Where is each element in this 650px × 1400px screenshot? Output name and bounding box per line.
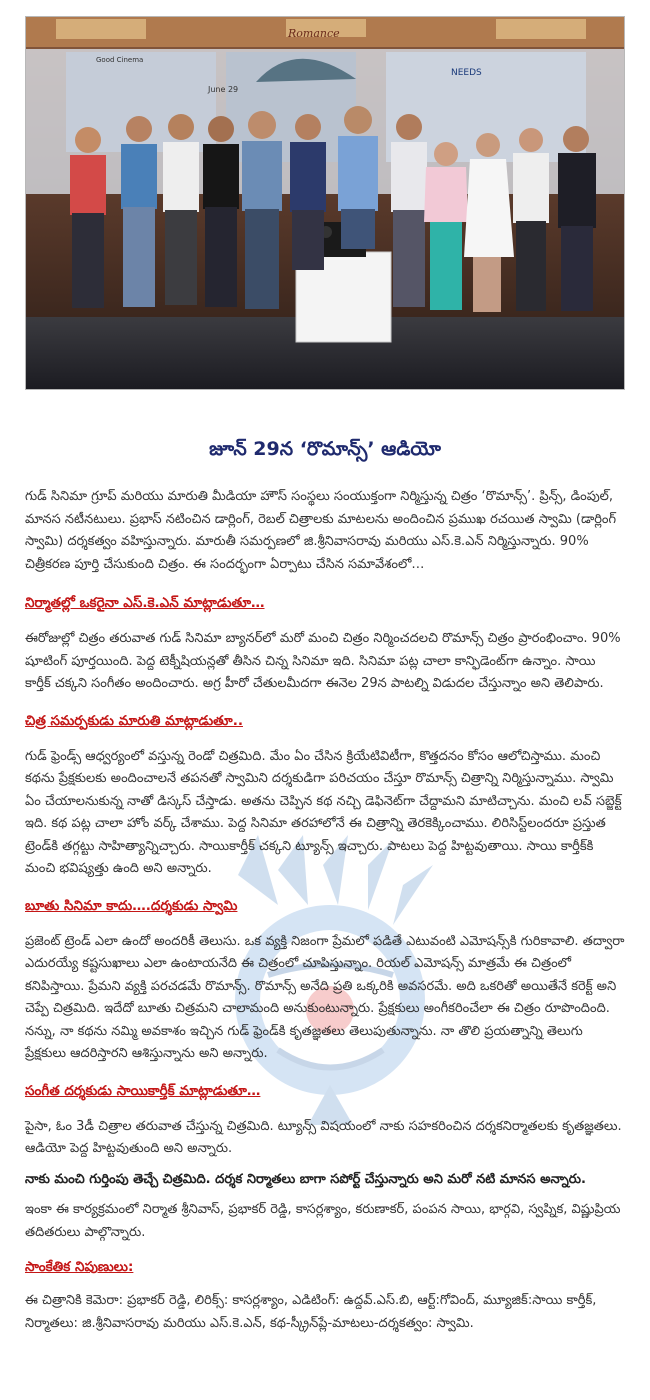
credits-text: ఈ చిత్రానికి కెమెరా: ప్రభాకర్ రెడ్డి, లిరిక్స్: కాసర్లశ్యాం, ఎడిటింగ్: ఉద్దవ్.ఎస్.బి, ఆర్ట్:గోవింద్, మ్యూజిక్:సాయి కార్తీక్, నిర్మాతలు: జి.శ్రీనివాసరావు మరియు ఎస్.కె.ఎన్, కథ-స్క్రీన్‌ప్లే-మాటలు-దర్శకత్వం: స్వామి.	[25, 1293, 597, 1331]
section-heading-music-director: సంగీత దర్శకుడు సాయికార్తీక్ మాట్లాడుతూ…	[25, 1082, 261, 1099]
section-text-maruthi: గుడ్ ఫ్రెండ్స్ ఆధ్వర్యంలో వస్తున్న రెండో చిత్రమిది. మేం ఏం చేసిన క్రియేటివిటీగా, కొత్తదనం కోసం ఆలోచిస్తాము. మంచి కథను ప్రేక్షకులకు అందించాలనే తపనతో స్వామిని దర్శకుడిగా పరిచయం చేస్తూ రొమాన్స్ చిత్రాన్ని నిర్మిస్తున్నాము. స్వామి ఏం చేయాలనుకున్న నాతో డిస్కస్ చేస్తాడు. అతను చెప్పిన కథ నచ్చి డెఫినెట్‌గా చేద్దామని మాటిచ్చాను. మంచి లవ్ సబ్జెక్ట్ ఇది. కథ పట్ల చాలా హోం వర్క్ చేశాము. పెద్ద సినిమా తరహాలోనే ఈ చిత్రాన్ని తెరకెక్కించాము. లిరిసిస్ట్‌లందరూ ప్రస్తుత ట్రెండ్‌కి తగ్గట్టు సాహిత్యాన్నిచ్చారు. సాయికార్తీక్ చక్కని ట్యూన్స్ ఇచ్చారు. పాటలు పెద్ద హిట్టవుతాయి. సాయి కార్తీక్‌కి మంచి భవిష్యత్తు ఉంది అని అన్నారు.	[25, 748, 622, 876]
section-heading-skn: నిర్మాతల్లో ఒకరైనా ఎస్.కె.ఎన్ మాట్లాడుతూ…	[25, 595, 265, 611]
section-text-music-director: పైసా, ఓం 3డీ చిత్రాల తరువాత చేస్తున్న చిత్రమిది. ట్యూన్స్ విషయంలో నాకు సహకరించిన దర్శకనిర్మాతలకు కృతజ్ఞతలు. ఆడియో పెద్ద హిట్టవుతుంది అని అన్నారు.	[25, 1118, 622, 1156]
page-title: జూన్ 29న ‘రొమాన్స్’ ఆడియో	[209, 438, 441, 460]
banner-text: June 29	[208, 85, 239, 94]
section-text-skn: ఈరోజుల్లో చిత్రం తరువాత గుడ్ సినిమా బ్యానర్‌లో మరో మంచి చిత్రం నిర్మించదలచి రొమాన్స్ చిత్రం ప్రారంభించాం. 90% షూటింగ్ పూర్తయింది. పెద్ద టెక్నీషియన్లతో తీసిన చిన్న సినిమా ఇది. సినిమా పట్ల చాలా కాన్ఫిడెంట్‌గా ఉన్నాం. సాయి కార్తీక్ చక్కని సంగీతం అందించారు. అగ్ర హీరో చేతులమీదగా ఈనెల 29న పాటల్ని విడుదల చేస్తున్నాం అని తెలిపారు.	[25, 631, 621, 691]
credits-heading: సాంకేతిక నిపుణులు:	[25, 1259, 134, 1275]
manasa-quote: నాకు మంచి గుర్తింపు తెచ్చే చిత్రమిది. దర్శక నిర్మాతలు బాగా సపోర్ట్ చేస్తున్నారు అని మరో నటి మానస అన్నారు.	[25, 1171, 586, 1187]
section-heading-director: బూతు సినిమా కాదు….దర్శకుడు స్వామి	[25, 897, 238, 914]
event-photo	[25, 16, 625, 390]
attendees-paragraph: ఇంకా ఈ కార్యక్రమంలో నిర్మాత శ్రీనివాస్, ప్రభాకర్ రెడ్డి, కాసర్లశ్యాం, కరుణాకర్, పంపన సాయి, భార్గవి, స్వప్నిక, విష్ణుప్రియ తదితరులు పాల్గొన్నారు.	[25, 1202, 621, 1240]
banner-text: NEEDS	[451, 68, 482, 78]
event-photo-illustration	[26, 17, 624, 389]
intro-paragraph: గుడ్ సినిమా గ్రూప్ మరియు మారుతి మీడియా హౌస్ సంస్థలు సంయుక్తంగా నిర్మిస్తున్న చిత్రం ‘రొమాన్స్’. ప్రిన్స్, డింపుల్, మానస నటీనటులు. ప్రభాస్ నటించిన డార్లింగ్, రెబల్ చిత్రాలకు మాటలను అందించిన ప్రముఖ రచయిత స్వామి (డార్లింగ్ స్వామి) దర్శకత్వం వహిస్తున్నారు. మారుతీ సమర్పణలో జి.శ్రీనివాసరావు మరియు ఎస్.కె.ఎన్ నిర్మిస్తున్నారు. 90% చిత్రీకరణ పూర్తి చేసుకుంది చిత్రం. ఈ సందర్భంగా ఏర్పాటు చేసిన సమావేశంలో…	[25, 489, 617, 572]
section-heading-maruthi: చిత్ర సమర్పకుడు మారుతి మాట్లాడుతూ..	[25, 712, 243, 729]
banner-text: Good Cinema	[96, 56, 144, 64]
banner-text: Romance	[288, 27, 340, 40]
article-body	[25, 480, 625, 1335]
section-text-director: ప్రజెంట్ ట్రెండ్ ఎలా ఉందో అందరికీ తెలుసు. ఒక వ్యక్తి నిజంగా ప్రేమలో పడితే ఎటువంటి ఎమోషన్స్‌కి గురికావాలి. తద్వారా ఎదురయ్యే కష్టసుఖాలు ఎలా ఉంటాయనేది ఈ చిత్రంలో చూపిస్తున్నాం. రియల్ ఎమోషన్స్ మాత్రమే ఈ చిత్రంలో కనిపిస్తాయి. ప్రేమని వ్యక్తి పరచడమే రొమాన్స్. రొమాన్స్ అనేది ప్రతి ఒక్కరికి అవసరమే. అది ఒకరితో అయితేనే కరెక్ట్ అని చెప్పే చిత్రమిది. ఇదేదో బూతు చిత్రమని చాలామంది అనుకుంటున్నారు. ప్రేక్షకులు అంగీకరించేలా ఈ చిత్రం రూపొందింది. నన్ను, నా కథను నమ్మి అవకాశం ఇచ్చిన గుడ్ ఫ్రెండ్‌కి కృతజ్ఞతలు తెలుపుతున్నాను. నా తొలి ప్రయత్నాన్ని తెలుగు ప్రేక్షకులు ఆదరిస్తారని ఆశిస్తున్నాను అని అన్నారు.	[25, 933, 625, 1061]
